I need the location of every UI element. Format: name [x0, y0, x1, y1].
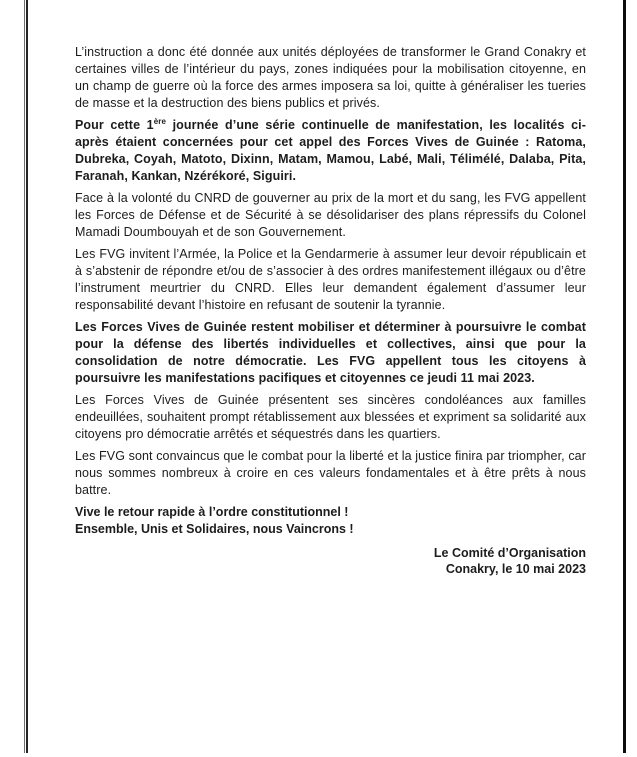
page-scan-left-edge-outer-line [24, 0, 25, 753]
paragraph-mobilisation: Les Forces Vives de Guinée restent mobiliser et déterminer à poursuivre le combat pour la défense des libertés individuelles et collectives, ainsi que pour la consolidation de notre démocratie. Les FVG appellent tous les citoyens à poursuivre les manifestations pacifiques et citoyennes ce jeudi 11 mai 2023. [75, 320, 586, 385]
page-scan-right-edge-line [623, 0, 626, 753]
paragraph-conviction: Les FVG sont convaincus que le combat pour la liberté et la justice finira par triompher, car nous sommes nombreux à croire en ces valeurs fondamentales et à être prêts à nous battre. [75, 449, 586, 497]
paragraph-condoleances: Les Forces Vives de Guinée présentent ses sincères condoléances aux familles endeuillées, souhaitent prompt rétablissement aux blessées et expriment sa solidarité aux citoyens pro démocratie arrêtés et séquestrés dans les quartiers. [75, 393, 586, 441]
slogan-line-2: Ensemble, Unis et Solidaires, nous Vaincrons ! [75, 522, 354, 536]
signature-block [75, 546, 586, 577]
document-body [75, 44, 586, 577]
slogan-block [75, 504, 586, 538]
paragraph-cnrd-volonte: Face à la volonté du CNRD de gouverner au prix de la mort et du sang, les FVG appellent les Forces de Défense et de Sécurité à se désolidariser des plans répressifs du Colonel Mamadi Doumbouyah et de son Gouvernement. [75, 191, 586, 239]
page-scan-left-edge-inner-line [26, 0, 28, 753]
paragraph-localities-rest: journée d’une série continuelle de manifestation, les localités ci-après étaient concernées pour cet appel des Forces Vives de Guinée : Ratoma, Dubreka, Coyah, Matoto, Dixinn, Matam, Mamou, Labé, Mali, Télimélé, Dalaba, Pita, Faranah, Kankan, Nzérékoré, Siguiri. [75, 118, 586, 183]
signature-committee: Le Comité d’Organisation [433, 546, 586, 560]
paragraph-localities [75, 117, 586, 185]
paragraph-localities-prefix: Pour cette 1 [75, 118, 154, 132]
signature-date-place: Conakry, le 10 mai 2023 [445, 561, 586, 576]
paragraph-instruction: L’instruction a donc été donnée aux unités déployées de transformer le Grand Conakry et certaines villes de l’intérieur du pays, zones indiquées pour la mobilisation citoyenne, en un champ de guerre où la force des armes imposera sa loi, quitte à généraliser les tueries de masse et la destruction des biens publics et privés. [75, 45, 586, 110]
paragraph-armee-police: Les FVG invitent l’Armée, la Police et la Gendarmerie à assumer leur devoir républicain et à s’abstenir de répondre et/ou de s’associer à des ordres manifestement illégaux ou d’être l’instrument meurtrier du CNRD. Elles leur demandent également d’assumer leur responsabilité devant l’histoire en refusant de soutenir la tyrannie. [75, 247, 586, 312]
slogan-line-1: Vive le retour rapide à l’ordre constitutionnel ! [75, 505, 349, 519]
ordinal-superscript: ère [153, 116, 167, 126]
